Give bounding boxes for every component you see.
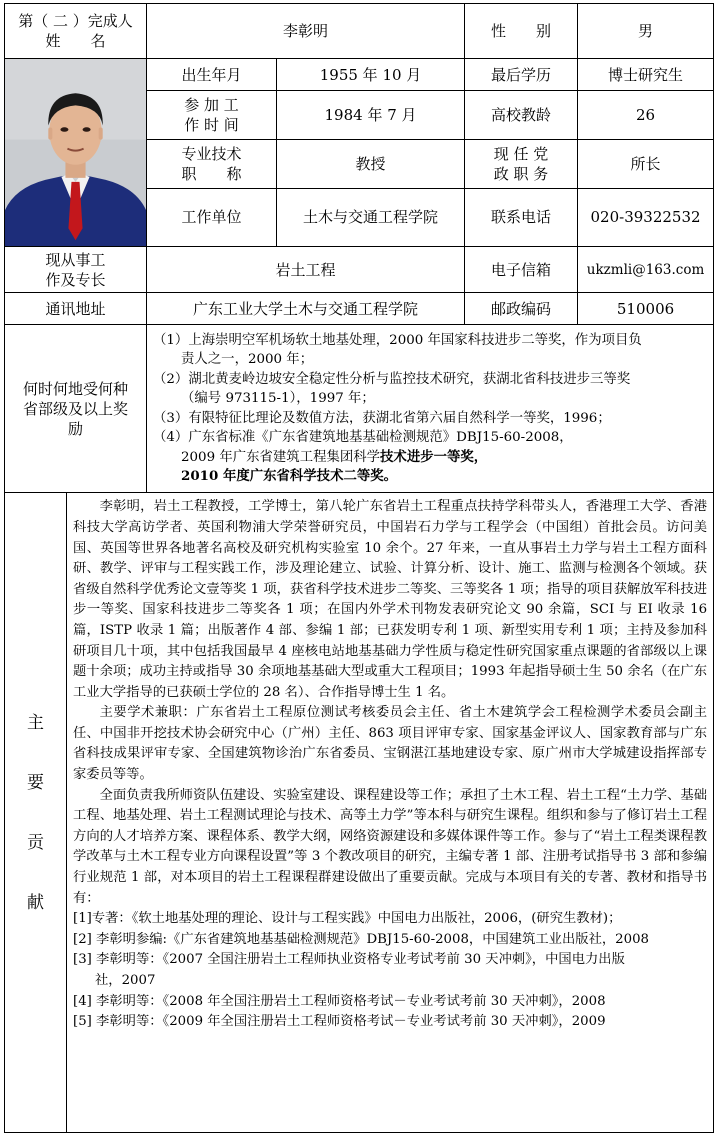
award-form	[4, 3, 713, 1132]
portrait-photo	[5, 59, 147, 247]
post-label	[465, 139, 578, 188]
award-line: （1）上海崇明空军机场软土地基处理，2000 年国家科技进步二等奖，作为项目负	[153, 332, 642, 348]
portrait-icon	[5, 59, 146, 246]
reference-item: [4] 李彰明等：《2008 年全国注册岩土工程师资格考试－专业考试考前 30 天冲刺》，2008	[73, 993, 606, 1009]
specialty-label-line2: 作及专长	[45, 270, 106, 289]
teaching-value: 26	[578, 91, 714, 140]
title-label	[147, 139, 277, 188]
person-name: 李彰明	[147, 4, 465, 59]
contribution-paragraph: 全面负责我所师资队伍建设、实验室建设、课程建设等工作；承担了土木工程、岩土工程“土力学、基础工程、地基处理、岩土工程测试理论与技术、高等土力学”等本科与研究生课程。组织和参与了修订岩土工程方向的人才培养方案、课程体系、教学大纲，网络资源建设和多媒体课件等工作。参与了“岩土工程类课程教学改革与土木工程专业方向课程设置”等 3 个教改项目的研究，主编专著 1 部、注册考试指导书 3 部和参编行业规范 1 部，对本项目的岩土工程课程群建设做出了重要贡献。完成与本项目有关的专著、教材和指导书有：	[73, 787, 708, 906]
specialty-value: 岩土工程	[147, 247, 465, 293]
zip-value: 510006	[578, 293, 714, 325]
awards-label-line2: 省部级及以上奖	[23, 399, 129, 418]
award-line	[153, 467, 707, 487]
awards-label	[5, 325, 147, 493]
form-table	[4, 3, 714, 1133]
unit-label: 工作单位	[147, 188, 277, 247]
title-label-line1: 专业技术	[181, 144, 242, 163]
reference-item: [1]专著：《软土地基处理的理论、设计与工程实践》中国电力出版社，2006，(研究生教材)；	[73, 911, 622, 927]
gender-label: 性 别	[465, 4, 578, 59]
work-start-label-line1: 参 加 工	[184, 96, 239, 115]
degree-label: 最后学历	[465, 59, 578, 91]
contribution-paragraph: 李彰明，岩土工程教授，工学博士，第八轮广东省岩土工程重点扶持学科带头人，香港理工大学、香港科技大学高访学者、英国利物浦大学荣誉研究员，中国岩石力学与工程学会（中国组）首批会员。访问美国、英国等世界各地著名高校及研究机构实验室 10 余个。27 年来，一直从事岩土力学与岩土工程方面科研、教学、评审与工程实践工作，涉及理论建立、试验、计算分析、设计、施工、监测与检测各个领域。获省级自然科学优秀论文壹等奖 1 项，获省科学技术进步二等奖、三等奖各 1 项；指导的项目获解放军科技进步一等奖、国家科技进步二等奖各 1 项；在国内外学术刊物发表研究论文 90 余篇，SCI 与 EI 收录 16 篇，ISTP 收录 1 篇；出版著作 4 部、参编 1 部；已获发明专利 1 项、新型实用专利 1 项；主持及参加科研项目几十项，其中包括我国最早 4 座核电站地基基础力学性质与稳定性研究国家重点课题的省部级以上课题十余项；成功主持或指导 30 余项地基基础大型或重大工程项目；1993 年起指导硕士生 50 余名（在广东工业大学指导的已获硕士学位的 28 名）、合作指导博士生 1 名。	[73, 499, 708, 700]
gender-value: 男	[578, 4, 714, 59]
award-line-bold: 2010 年度广东省科学技术二等奖。	[181, 468, 398, 485]
award-line: （2）湖北黄麦岭边坡安全稳定性分析与监控技术研究，获湖北省科技进步三等奖	[153, 371, 631, 387]
award-line: （编号 973115-1），1997 年；	[181, 391, 375, 407]
teaching-label: 高校教龄	[465, 91, 578, 140]
post-label-line2: 政 职 务	[493, 164, 549, 183]
work-start-value: 1984 年 7 月	[277, 91, 465, 140]
title-value: 教授	[277, 139, 465, 188]
contribution-paragraph: 主要学术兼职：广东省岩土工程原位测试考核委员会主任、省土木建筑学会工程检测学术委员会副主任、中国非开挖技术协会研究中心（广州）主任、863 项目评审专家、国家基金评议人、国家教育部与广东省科技成果评审专家、全国建筑物诊治广东省委员、宝钢湛江基地建设专家、原广州市大学城建设指挥部专家委员等等。	[73, 705, 708, 783]
reference-item: [2] 李彰明参编:《广东省建筑地基基础检测规范》DBJ15-60-2008，中国建筑工业出版社，2008	[73, 931, 650, 947]
birth-value: 1955 年 10 月	[277, 59, 465, 91]
award-line: （3）有限特征比理论及数值方法，获湖北省第六届自然科学一等奖，1996；	[153, 410, 611, 426]
email-label: 电子信箱	[465, 247, 578, 293]
reference-item: [3] 李彰明等：《2007 全国注册岩土工程师执业资格专业考试考前 30 天冲刺》，中国电力出版	[73, 952, 625, 968]
contribution-label	[5, 493, 67, 1133]
title-label-line2: 职 称	[181, 164, 242, 183]
zip-label: 邮政编码	[465, 293, 578, 325]
phone-value: 020-39322532	[578, 188, 714, 247]
person-label-line2: 姓 名	[45, 32, 106, 50]
reference-item: [5] 李彰明等：《2009 年全国注册岩土工程师资格考试－专业考试考前 30 天冲刺》，2009	[73, 1014, 606, 1030]
contribution-body	[67, 493, 714, 1133]
address-value: 广东工业大学土木与交通工程学院	[147, 293, 465, 325]
phone-label: 联系电话	[465, 188, 578, 247]
work-start-label-line2: 作 时 间	[184, 116, 239, 135]
unit-value: 土木与交通工程学院	[277, 188, 465, 247]
awards-label-line3: 励	[68, 419, 84, 438]
contribution-label-char: 要	[27, 772, 44, 793]
person-label-line1: 第（ 二 ）完成人	[18, 12, 133, 30]
post-label-line1: 现 任 党	[493, 144, 549, 163]
specialty-label	[5, 247, 147, 293]
contribution-label-char: 献	[27, 892, 44, 913]
award-line: 责人之一，2000 年；	[181, 352, 314, 368]
award-line: （4）广东省标准《广东省建筑地基基础检测规范》DBJ15-60-2008，	[153, 430, 573, 446]
post-value: 所长	[578, 139, 714, 188]
email-value: ukzmli@163.com	[578, 247, 714, 293]
birth-label: 出生年月	[147, 59, 277, 91]
specialty-label-line1: 现从事工	[45, 250, 106, 269]
contribution-label-char: 贡	[27, 832, 44, 853]
reference-item-continued: 社，2007	[95, 973, 156, 988]
address-label: 通讯地址	[5, 293, 147, 325]
award-line-part: 2009 年广东省建筑工程集团科学	[181, 449, 381, 465]
awards-label-line1: 何时何地受何种	[23, 379, 129, 398]
contribution-label-char: 主	[27, 712, 44, 733]
award-line-bold: 技术进步一等奖，	[380, 448, 488, 465]
person-label	[5, 4, 147, 59]
awards-list	[147, 325, 714, 493]
award-line	[153, 448, 707, 468]
work-start-label	[147, 91, 277, 140]
degree-value: 博士研究生	[578, 59, 714, 91]
